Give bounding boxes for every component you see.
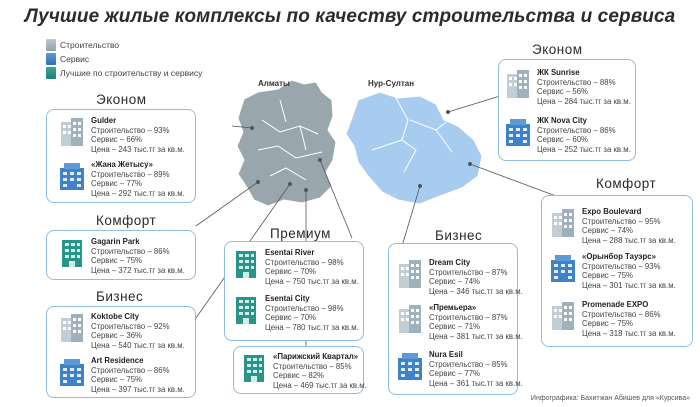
complex-name: «Премьера»: [429, 303, 477, 312]
list-item: [549, 252, 676, 290]
price: Цена – 780 тыс.тг за кв.м.: [265, 322, 359, 332]
service-score: Сервис – 60%: [537, 135, 588, 145]
building-green-icon: [240, 352, 268, 382]
price: Цена – 397 тыс.тг за кв.м.: [91, 384, 185, 394]
complex-name: Gagarin Park: [91, 237, 140, 246]
list-item: [58, 237, 185, 275]
construction-score: Строительство – 87%: [429, 267, 508, 277]
legend-label: Лучшие по строительству и сервису: [60, 68, 203, 78]
building-blue-icon: [58, 356, 86, 386]
construction-score: Строительство – 98%: [265, 257, 344, 267]
service-score: Сервис – 75%: [582, 271, 633, 281]
price: Цена – 301 тыс.тг за кв.м.: [582, 280, 676, 290]
building-gray-icon: [58, 312, 86, 342]
list-item: [58, 312, 185, 350]
service-score: Сервис – 75%: [582, 319, 633, 329]
price: Цена – 243 тыс.тг за кв.м.: [91, 144, 185, 154]
building-gray-icon: [396, 303, 424, 333]
construction-score: Строительство – 85%: [273, 361, 352, 371]
building-gray-icon: [396, 258, 424, 288]
complex-name: Art Residence: [91, 356, 144, 365]
construction-score: Строительство – 98%: [265, 303, 344, 313]
construction-score: Строительство – 95%: [582, 216, 661, 226]
segment-astana-econom: Эконом: [532, 42, 583, 57]
price: Цена – 381 тыс.тг за кв.м.: [429, 331, 523, 341]
complex-name: Esentai City: [265, 294, 310, 303]
building-blue-icon: [549, 252, 577, 282]
list-item: [396, 258, 523, 296]
service-score: Сервис – 77%: [429, 369, 480, 379]
segment-almaty-business: Бизнес: [96, 289, 144, 304]
list-item: [396, 350, 523, 388]
complex-name: Expo Boulevard: [582, 207, 642, 216]
building-green-icon: [58, 237, 86, 267]
complex-name: Nura Esil: [429, 350, 463, 359]
service-score: Сервис – 70%: [265, 313, 316, 323]
segment-almaty-comfort: Комфорт: [96, 213, 157, 228]
list-item: [58, 116, 185, 154]
construction-score: Строительство – 89%: [91, 169, 170, 179]
legend-label: Строительство: [60, 40, 120, 50]
service-score: Сервис – 56%: [537, 87, 588, 97]
price: Цена – 318 тыс.тг за кв.м.: [582, 328, 676, 338]
service-score: Сервис – 71%: [429, 322, 480, 332]
price: Цена – 540 тыс.тг за кв.м.: [91, 340, 185, 350]
almaty-map: [237, 80, 336, 206]
service-score: Сервис – 75%: [91, 256, 142, 266]
complex-name: Dream City: [429, 258, 471, 267]
service-score: Сервис – 70%: [265, 267, 316, 277]
service-score: Сервис – 36%: [91, 331, 142, 341]
price: Цена – 284 тыс.тг за кв.м.: [537, 96, 631, 106]
service-score: Сервис – 66%: [91, 135, 142, 145]
price: Цена – 750 тыс.тг за кв.м.: [265, 276, 359, 286]
complex-name: Gulder: [91, 116, 117, 125]
list-item: [58, 356, 185, 394]
building-green-icon: [232, 294, 260, 324]
price: Цена – 361 тыс.тг за кв.м.: [429, 378, 523, 388]
price: Цена – 292 тыс.тг за кв.м.: [91, 188, 185, 198]
building-blue-icon: [504, 116, 532, 146]
service-score: Сервис – 82%: [273, 371, 324, 381]
building-gray-icon: [58, 116, 86, 146]
price: Цена – 469 тыс.тг за кв.м.: [273, 380, 367, 390]
construction-score: Строительство – 92%: [91, 321, 170, 331]
list-item: [549, 207, 676, 245]
construction-score: Строительство – 93%: [91, 125, 170, 135]
complex-name: ЖК Nova City: [537, 116, 587, 125]
segment-premium: Премиум: [270, 226, 331, 241]
price: Цена – 252 тыс.тг за кв.м.: [537, 144, 631, 154]
price: Цена – 372 тыс.тг за кв.м.: [91, 265, 185, 275]
city-label-almaty: Алматы: [258, 79, 290, 88]
complex-name: «Орынбор Тауэрс»: [582, 252, 656, 261]
building-gray-icon: [549, 207, 577, 237]
page-title: Лучшие жилые комплексы по качеству строительства и сервиса: [24, 6, 676, 27]
construction-score: Строительство – 87%: [429, 312, 508, 322]
segment-astana-business: Бизнес: [435, 228, 483, 243]
construction-score: Строительство – 85%: [429, 359, 508, 369]
list-item: [240, 352, 367, 390]
building-green-icon: [232, 248, 260, 278]
service-score: Сервис – 74%: [429, 277, 480, 287]
service-score: Сервис – 74%: [582, 226, 633, 236]
list-item: [504, 68, 631, 106]
construction-score: Строительство – 86%: [91, 246, 170, 256]
construction-score: Строительство – 86%: [91, 365, 170, 375]
construction-score: Строительство – 88%: [537, 77, 616, 87]
list-item: [232, 294, 359, 332]
building-blue-icon: [396, 350, 424, 380]
construction-score: Строительство – 86%: [537, 125, 616, 135]
complex-name: Promenade EXPO: [582, 300, 649, 309]
complex-name: Koktobe City: [91, 312, 140, 321]
service-score: Сервис – 75%: [91, 375, 142, 385]
complex-name: «Жана Жетысу»: [91, 160, 153, 169]
service-score: Сервис – 77%: [91, 179, 142, 189]
complex-name: ЖК Sunrise: [537, 68, 580, 77]
building-blue-icon: [58, 160, 86, 190]
list-item: [232, 248, 359, 286]
building-gray-icon: [549, 300, 577, 330]
construction-score: Строительство – 86%: [582, 309, 661, 319]
complex-name: Esentai River: [265, 248, 315, 257]
list-item: [396, 303, 523, 341]
city-label-astana: Нур-Султан: [368, 79, 415, 88]
construction-score: Строительство – 93%: [582, 261, 661, 271]
price: Цена – 288 тыс.тг за кв.м.: [582, 235, 676, 245]
price: Цена – 346 тыс.тг за кв.м.: [429, 286, 523, 296]
building-gray-icon: [504, 68, 532, 98]
segment-almaty-econom: Эконом: [96, 92, 147, 107]
credit-text: Инфографика: Бахитжан Абишев для «Курсива»: [530, 395, 690, 402]
list-item: [549, 300, 676, 338]
legend-label: Сервис: [60, 54, 90, 64]
segment-astana-comfort: Комфорт: [596, 176, 657, 191]
list-item: [504, 116, 631, 154]
list-item: [58, 160, 185, 198]
complex-name: «Парижский Квартал»: [273, 352, 359, 361]
